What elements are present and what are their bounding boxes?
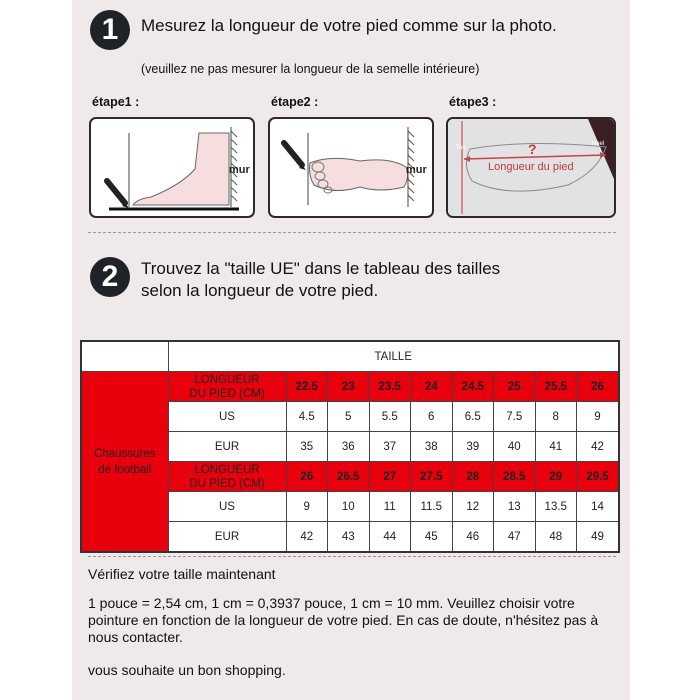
us-cell: 13.5: [535, 492, 577, 522]
eur-label: EUR: [168, 432, 286, 462]
stage-2-label: étape2 :: [271, 95, 319, 109]
size-table: [80, 340, 620, 553]
question-mark: ?: [528, 141, 537, 157]
eur-cell: 40: [494, 432, 536, 462]
eur-cell: 38: [411, 432, 453, 462]
length-cell: 29: [535, 462, 577, 492]
stage-1-label: étape1 :: [92, 95, 140, 109]
length-cell: 24.5: [452, 372, 494, 402]
table-header-row: [81, 341, 619, 372]
step-2-badge: 2: [90, 257, 130, 297]
us-cell: 8: [535, 402, 577, 432]
us-label: US: [168, 402, 286, 432]
length-cell: 25: [494, 372, 536, 402]
heel-label: Heel: [592, 141, 605, 147]
eur-cell: 41: [535, 432, 577, 462]
check-size-title: Vérifiez votre taille maintenant: [88, 566, 276, 582]
eur-label: EUR: [168, 522, 286, 553]
divider: [88, 556, 616, 557]
length-cell: 26: [286, 462, 328, 492]
us-cell: 14: [577, 492, 620, 522]
table-row-length-1: [81, 372, 619, 402]
step-2-title-line2: selon la longueur de votre pied.: [141, 281, 379, 300]
length-cell: 26: [577, 372, 620, 402]
length-cell: 23: [328, 372, 370, 402]
eur-cell: 36: [328, 432, 370, 462]
wall-label: mur: [229, 164, 250, 176]
length-cell: 27.5: [411, 462, 453, 492]
category-cell: [81, 372, 168, 553]
length-cell: 23.5: [369, 372, 411, 402]
length-cell: 22.5: [286, 372, 328, 402]
eur-cell: 37: [369, 432, 411, 462]
length-cell: 28.5: [494, 462, 536, 492]
eur-cell: 43: [328, 522, 370, 553]
eur-cell: 44: [369, 522, 411, 553]
category-line2: de football: [98, 463, 152, 476]
length-cell: 24: [411, 372, 453, 402]
us-cell: 5.5: [369, 402, 411, 432]
step-1-note: (veuillez ne pas mesurer la longueur de la semelle intérieure): [141, 62, 480, 76]
us-label: US: [168, 492, 286, 522]
eur-cell: 47: [494, 522, 536, 553]
length-label: LONGUEUR DU PIED (CM): [168, 372, 286, 402]
us-cell: 7.5: [494, 402, 536, 432]
eur-cell: 42: [286, 522, 328, 553]
step-1-badge: 1: [90, 10, 130, 50]
us-cell: 6: [411, 402, 453, 432]
stage-2-illustration: [268, 117, 434, 218]
taille-header: TAILLE: [168, 341, 619, 372]
closing-text: vous souhaite un bon shopping.: [88, 662, 286, 678]
us-cell: 5: [328, 402, 370, 432]
length-cell: 26.5: [328, 462, 370, 492]
stage-3-label: étape3 :: [449, 95, 497, 109]
us-cell: 11.5: [411, 492, 453, 522]
stage-1-illustration: [89, 117, 255, 218]
eur-cell: 45: [411, 522, 453, 553]
corner-cell: [81, 341, 168, 372]
wall-label: mur: [406, 164, 427, 176]
eur-cell: 35: [286, 432, 328, 462]
length-cell: 29.5: [577, 462, 620, 492]
eur-cell: 46: [452, 522, 494, 553]
eur-cell: 48: [535, 522, 577, 553]
us-cell: 13: [494, 492, 536, 522]
us-cell: 12: [452, 492, 494, 522]
length-label: LONGUEUR DU PIED (CM): [168, 462, 286, 492]
category-line1: Chaussures: [94, 447, 156, 460]
divider: [88, 232, 616, 233]
eur-cell: 42: [577, 432, 620, 462]
us-cell: 9: [577, 402, 620, 432]
us-cell: 9: [286, 492, 328, 522]
us-cell: 6.5: [452, 402, 494, 432]
toe-label: Toe: [456, 145, 466, 151]
eur-cell: 39: [452, 432, 494, 462]
us-cell: 11: [369, 492, 411, 522]
us-cell: 4.5: [286, 402, 328, 432]
length-cell: 28: [452, 462, 494, 492]
us-cell: 10: [328, 492, 370, 522]
step-2-title-line1: Trouvez la "taille UE" dans le tableau des tailles: [141, 259, 501, 278]
conversion-text: 1 pouce = 2,54 cm, 1 cm = 0,3937 pouce, 1 cm = 10 mm. Veuillez choisir votre pointure en fonction de la longueur de votre pied. En cas de doute, n'hésitez pas à nous contacter.: [88, 595, 599, 645]
stage-3-photo: [446, 117, 616, 218]
length-cell: 25.5: [535, 372, 577, 402]
length-cell: 27: [369, 462, 411, 492]
eur-cell: 49: [577, 522, 620, 553]
step-1-title: Mesurez la longueur de votre pied comme sur la photo.: [141, 16, 557, 35]
photo-caption: Longueur du pied: [488, 161, 574, 173]
